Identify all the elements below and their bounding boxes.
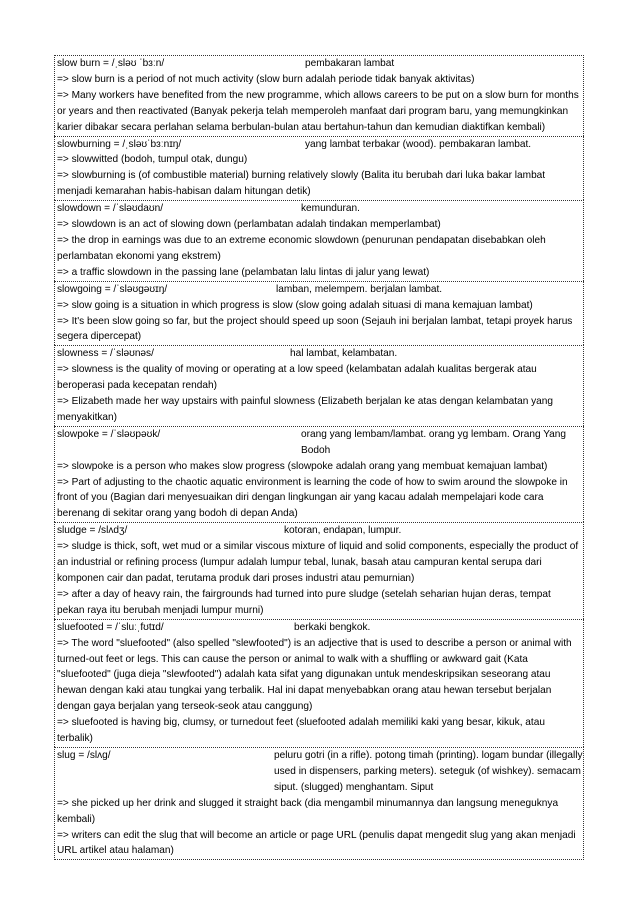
entry-line: => Part of adjusting to the chaotic aquatic environment is learning the code of how to swim around the slowpoke in front of you (Bagian dari menyesuaikan diri dengan lingkungan air yang kacau adalah mempelajari kode cara berenang di sekitar orang yang bodoh di depan Anda): [57, 476, 568, 520]
entry-term: slowpoke = /ˈsləʊpəʊk/: [57, 428, 161, 440]
entry-term: slowdown = /ˈsləʊdaʊn/: [57, 203, 164, 215]
entry-header: [55, 427, 583, 459]
entry-gloss: kemunduran.: [301, 203, 360, 215]
entry-header: [55, 282, 583, 298]
entry-line: => Elizabeth made her way upstairs with painful slowness (Elizabeth berjalan ke atas dengan kelambatan yang menyakitkan): [57, 396, 554, 423]
dictionary-entry: [54, 426, 584, 522]
entry-header: [55, 620, 583, 636]
entry-term: sluefooted = /ˈsluːˌfʊtɪd/: [57, 621, 164, 633]
entry-header: [55, 523, 583, 539]
entry-line: => slowdown is an act of slowing down (perlambatan adalah tindakan memperlambat): [57, 219, 441, 231]
entry-gloss: yang lambat terbakar (wood). pembakaran lambat.: [305, 138, 532, 150]
entry-term: slug = /slʌɡ/: [57, 749, 111, 761]
entry-line: => slowwitted (bodoh, tumpul otak, dungu): [57, 154, 248, 166]
dictionary-entry: [54, 619, 584, 747]
entry-line: => slow burn is a period of not much activity (slow burn adalah periode tidak banyak aktivitas): [57, 73, 475, 85]
entry-line: => sludge is thick, soft, wet mud or a similar viscous mixture of liquid and solid components, especially the product of an industrial or refining process (lumpur adalah lumpur tebal, lunak, basah atau campuran kental serupa dari komponen cair dan padat, terutama produk dari proses industri atau pemurnian): [57, 541, 579, 584]
entry-line: => a traffic slowdown in the passing lane (pelambatan lalu lintas di jalur yang lewat): [57, 266, 430, 278]
entry-line: => Many workers have benefited from the new programme, which allows careers to be put on a slow burn for months or years and then reactivated (Banyak pekerja telah memperoleh manfaat dari program baru, yang memungkinkan karier dibakar secara perlahan selama berbulan-bulan atau bertahun-tahun dan kemudian diaktifkan kembali): [57, 89, 579, 133]
dictionary-entry: [54, 345, 584, 426]
entry-gloss: peluru gotri (in a rifle). potong timah (printing). logam bundar (illegally used in dispensers, parking meters). seteguk (of wishkey). semacam siput. (slugged) menghantam. Siput: [274, 749, 583, 793]
entry-line: => It's been slow going so far, but the project should speed up soon (Sejauh ini berjalan lambat, tetapi proyek harus segera dipercepat): [57, 315, 573, 343]
entry-line: => slowburning is (of combustible material) burning relatively slowly (Balita itu berubah dari luka bakar lambat menjadi kemarahan habis-habisan dalam hitungan detik): [57, 170, 546, 198]
entry-gloss: berkaki bengkok.: [294, 621, 371, 633]
entry-header: [55, 137, 583, 153]
entry-gloss: hal lambat, kelambatan.: [290, 348, 398, 360]
entry-line: => slowpoke is a person who makes slow progress (slowpoke adalah orang yang membuat kemajuan lambat): [57, 460, 548, 472]
entry-gloss: kotoran, endapan, lumpur.: [284, 525, 402, 537]
entry-term: slow burn = /ˌsləʊ ˈbɜːn/: [57, 58, 165, 69]
entry-line: => slow going is a situation in which progress is slow (slow going adalah situasi di mana kemajuan lambat): [57, 299, 533, 311]
entry-gloss: orang yang lembam/lambat. orang yg lembam. Orang Yang Bodoh: [301, 428, 567, 456]
dictionary-entry: [54, 55, 584, 136]
entry-line: => the drop in earnings was due to an extreme economic slowdown (penurunan pendapatan disebabkan oleh perlambatan ekonomi yang ekstrem): [57, 234, 546, 262]
dictionary-entry: [54, 136, 584, 201]
entry-header: [55, 201, 583, 217]
dictionary-page: [54, 55, 584, 860]
dictionary-entry: [54, 522, 584, 618]
entry-term: sludge = /slʌdʒ/: [57, 525, 128, 537]
entry-header: [55, 748, 583, 796]
entry-term: slowness = /ˈsləʊnəs/: [57, 348, 154, 360]
entry-gloss: pembakaran lambat: [305, 58, 395, 69]
entry-line: => after a day of heavy rain, the fairgrounds had turned into pure sludge (setelah seharian hujan deras, tempat pekan raya itu berubah menjadi lumpur murni): [57, 588, 551, 616]
entry-line: => The word "sluefooted" (also spelled "slewfooted") is an adjective that is used to describe a person or animal with turned-out feet or legs. This can cause the person or animal to walk with a shuffling or awkward gait (Kata "sluefooted" (juga dieja "slewfooted") adalah kata sifat yang digunakan untuk mendeskripsikan seseorang atau hewan dengan kaki atau tungkai yang terbalik. Hal ini dapat menyebabkan orang atau hewan tersebut berjalan dengan gaya berjalan yang terseok-seok atau canggung): [57, 637, 572, 713]
entry-line: => sluefooted is having big, clumsy, or turnedout feet (sluefooted adalah memiliki kaki yang besar, kikuk, atau terbalik): [57, 717, 545, 745]
entry-line: => she picked up her drink and slugged it straight back (dia mengambil minumannya dan langsung meneguknya kembali): [57, 797, 559, 825]
dictionary-entry: [54, 747, 584, 860]
dictionary-entry: [54, 200, 584, 281]
dictionary-entry: [54, 281, 584, 346]
entry-term: slowburning = /ˌsləʊˈbɜːnɪŋ/: [57, 138, 182, 150]
entry-term: slowgoing = /ˈsləʊɡəʊɪŋ/: [57, 283, 168, 295]
entry-header: [55, 56, 583, 72]
entry-line: => slowness is the quality of moving or operating at a low speed (kelambatan adalah kualitas bergerak atau beroperasi pada kecepatan rendah): [57, 364, 537, 392]
entry-gloss: lamban, melempem. berjalan lambat.: [276, 283, 443, 295]
entry-line: => writers can edit the slug that will become an article or page URL (penulis dapat mengedit slug yang akan menjadi URL artikel atau halaman): [57, 829, 576, 857]
entry-header: [55, 346, 583, 362]
